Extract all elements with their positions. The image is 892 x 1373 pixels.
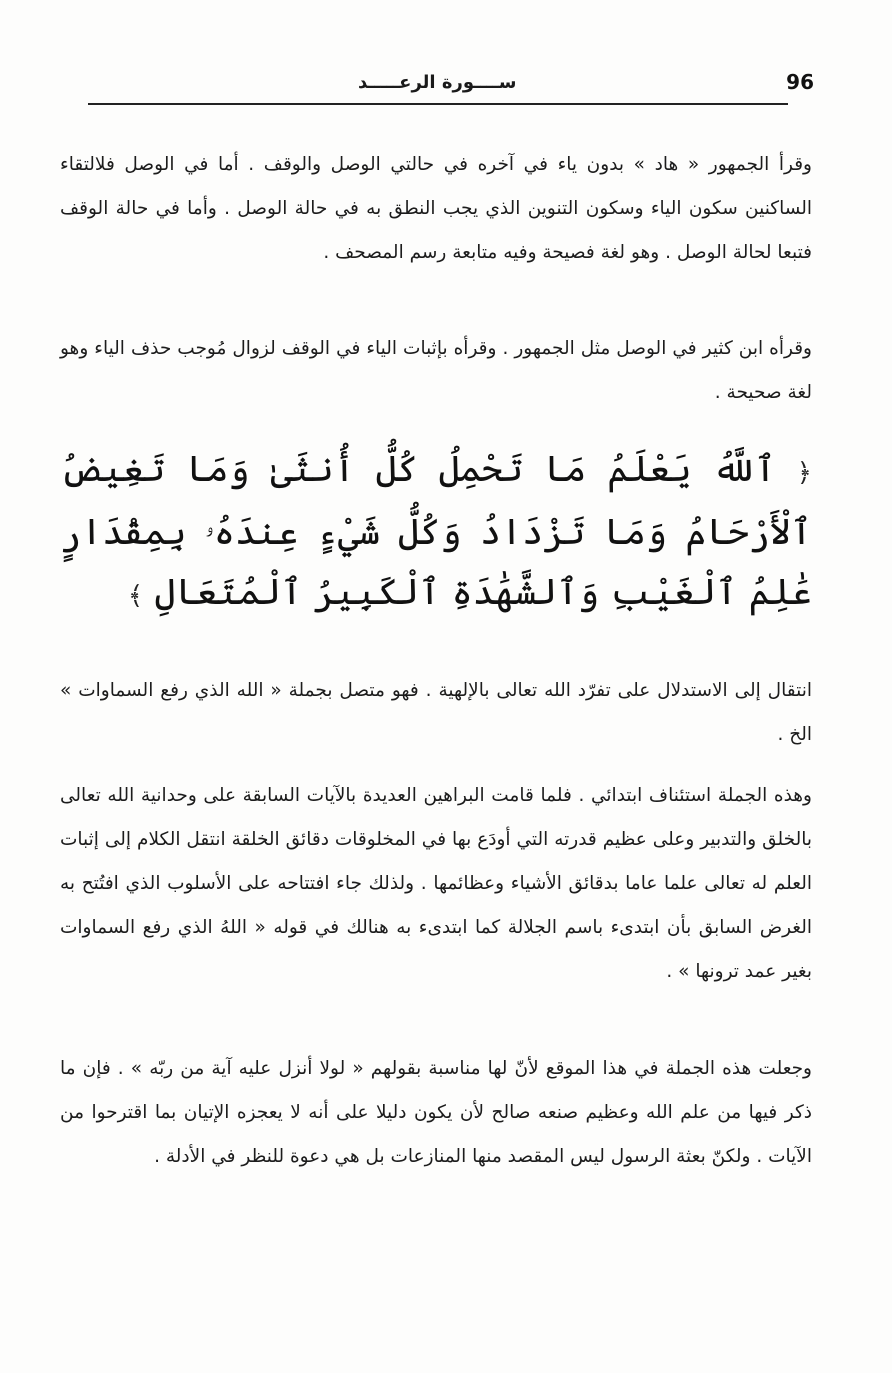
- paragraph-explanation: وهذه الجملة استئناف ابتدائي . فلما قامت البراهين العديدة بالآيات السابقة على وحدانية الله تعالى بالخلق والتدبير وعلى عظيم قدرته التي أودَع بها في المخلوقات دقائق الخلقة انتقل الكلام إلى إثبات العلم له تعالى علما عاما بدقائق الأشياء وعظائمها . ولذلك جاء افتتاحه على الأسلوب الذي افتُتح به الغرض السابق بأن ابتدىء باسم الجلالة كما ابتدىء به هنالك في قوله « اللهُ الذي رفع السماوات بغير عمد ترونها » .: [60, 784, 812, 982]
- quran-verse: [60, 440, 812, 626]
- paragraph-placement: وجعلت هذه الجملة في هذا الموقع لأنّ لها مناسبة بقولهم « لولا أنزل عليه آية من ربّه » . فإن ما ذكر فيها من علم الله وعظيم صنعه صالح لأن يكون دليلا على أنه لا يعجزه الإتيان بما اقترحوا من الآيات . ولكنّ بعثة الرسول ليس المقصد منها المنازعات بل هي دعوة للنظر في الأدلة .: [60, 1057, 812, 1167]
- paragraph-reading-ibn-kathir: وقرأه ابن كثير في الوصل مثل الجمهور . وقرأه بإثبات الياء في الوقف لزوال مُوجب حذف الياء وهو لغة صحيحة .: [60, 337, 812, 403]
- paragraph-transition: انتقال إلى الاستدلال على تفرّد الله تعالى بالإلهية . فهو متصل بجملة « الله الذي رفع السماوات » الخ .: [60, 679, 812, 745]
- header-divider: [88, 103, 788, 105]
- page-header: [88, 62, 814, 106]
- verse-open-ornament: ﴿: [796, 458, 812, 488]
- paragraph-reading-jumhur: وقرأ الجمهور « هاد » بدون ياء في آخره في حالتي الوصل والوقف . أما في الوصل فلالتقاء الساكنين سكون الياء وسكون التنوين الذي يجب النطق به في حالة الوصل . وأما في حالة الوقف فتبعا لحالة الوصل . وهو لغة فصيحة وفيه متابعة رسم المصحف .: [60, 153, 812, 263]
- verse-close-ornament: ﴾: [127, 581, 144, 611]
- page-number: 96: [786, 70, 814, 94]
- running-title: ســــورة الرعـــــد: [358, 72, 517, 93]
- verse-text: ٱللَّهُ يَعْلَمُ مَا تَحْمِلُ كُلُّ أُنثَىٰ وَمَا تَغِيضُ ٱلْأَرْحَامُ وَمَا تَزْدَادُ وَكُلُّ شَيْءٍ عِندَهُۥ بِمِقْدَارٍ عَٰلِمُ ٱلْغَيْبِ وَٱلشَّهَٰدَةِ ٱلْكَبِيرُ ٱلْمُتَعَالِ: [60, 449, 812, 613]
